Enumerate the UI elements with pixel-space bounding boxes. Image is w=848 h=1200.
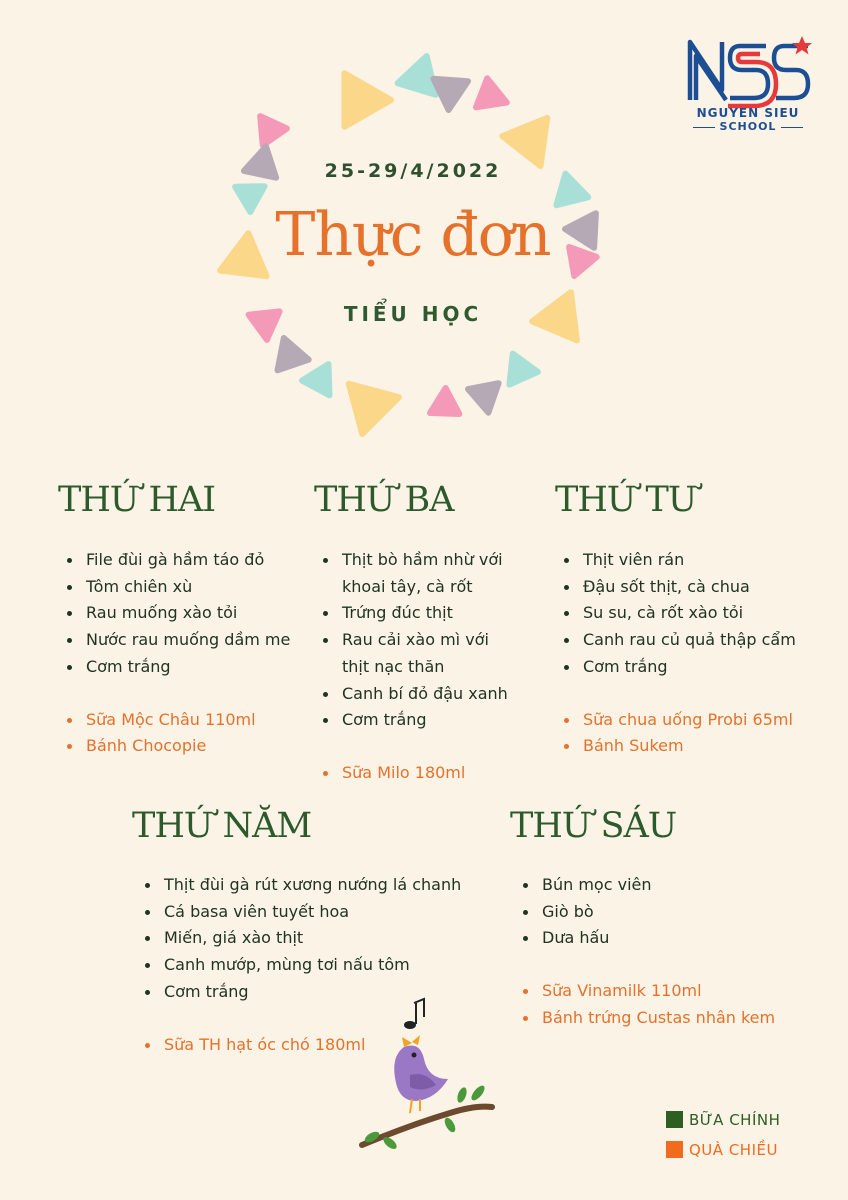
- afternoon-snack-item: Bánh trứng Custas nhân kem: [520, 1005, 820, 1032]
- main-meal-item: File đùi gà hầm táo đỏ: [64, 547, 314, 574]
- legend-main-label: BỮA CHÍNH: [689, 1111, 781, 1129]
- menu-list: [320, 547, 520, 787]
- bunting-triangle: [502, 118, 547, 166]
- legend-afternoon-snack: [666, 1141, 778, 1159]
- bunting-triangle: [349, 384, 399, 434]
- bunting-triangle: [430, 388, 459, 414]
- main-meal-item: Su su, cà rốt xào tỏi: [561, 600, 831, 627]
- main-meal-item: Thịt viên rán: [561, 547, 831, 574]
- afternoon-snack-item: Sữa Vinamilk 110ml: [520, 978, 820, 1005]
- menu-list: [561, 547, 831, 760]
- menu-list: [64, 547, 314, 760]
- main-meal-item: Trứng đúc thịt: [320, 600, 520, 627]
- bunting-triangle: [398, 56, 436, 95]
- main-meal-item: Cơm trắng: [320, 707, 520, 734]
- logo-school-word: SCHOOL: [682, 120, 814, 133]
- bunting-triangle: [302, 364, 330, 395]
- menu-list: [520, 872, 820, 1032]
- day-heading: THỨ BA: [314, 480, 454, 520]
- page-title: Thực đơn: [275, 200, 551, 270]
- afternoon-snack-item: Bánh Sukem: [561, 733, 831, 760]
- day-heading: THỨ SÁU: [510, 806, 677, 846]
- logo-school-name: NGUYEN SIEU: [696, 106, 800, 120]
- main-meal-item: Rau cải xào mì với thịt nạc thăn: [320, 627, 520, 680]
- bunting-triangle: [345, 73, 392, 127]
- main-meal-item: Miến, giá xào thịt: [142, 925, 492, 952]
- day-heading: THỨ HAI: [58, 480, 216, 520]
- main-meal-item: Cơm trắng: [561, 654, 831, 681]
- day-heading: THỨ TƯ: [555, 480, 697, 520]
- main-meal-item: Rau muống xào tỏi: [64, 600, 314, 627]
- bunting-triangle: [509, 354, 538, 385]
- music-note-icon: [404, 999, 424, 1029]
- legend-main-meal: [666, 1111, 780, 1129]
- main-meal-item: Nước rau muống dầm me: [64, 627, 314, 654]
- bunting-triangle: [278, 338, 309, 370]
- main-meal-item: Thịt bò hầm nhừ với khoai tây, cà rốt: [320, 547, 520, 600]
- afternoon-snack-item: Bánh Chocopie: [64, 733, 314, 760]
- main-meal-item: Canh mướp, mùng tơi nấu tôm: [142, 952, 492, 979]
- main-meal-item: Tôm chiên xù: [64, 574, 314, 601]
- bunting-triangle: [468, 383, 499, 413]
- menu-date: 25-29/4/2022: [324, 160, 502, 182]
- main-meal-item: Canh rau củ quả thập cẩm: [561, 627, 831, 654]
- main-meal-item: Bún mọc viên: [520, 872, 820, 899]
- main-meal-item: Giò bò: [520, 899, 820, 926]
- afternoon-snack-item: Sữa Mộc Châu 110ml: [64, 707, 314, 734]
- day-heading: THỨ NĂM: [132, 806, 312, 846]
- afternoon-snack-item: Sữa TH hạt óc chó 180ml: [142, 1032, 492, 1059]
- main-meal-item: Cơm trắng: [142, 979, 492, 1006]
- main-meal-item: Canh bí đỏ đậu xanh: [320, 681, 520, 708]
- bunting-triangle: [260, 116, 287, 145]
- singing-bird-illustration: [350, 995, 510, 1155]
- bunting-triangle: [433, 79, 468, 110]
- main-meal-item: Cơm trắng: [64, 654, 314, 681]
- afternoon-snack-item: Sữa Milo 180ml: [320, 760, 520, 787]
- main-meal-item: Cá basa viên tuyết hoa: [142, 899, 492, 926]
- bunting-triangle: [476, 78, 507, 107]
- main-meal-item: Dưa hấu: [520, 925, 820, 952]
- legend-snack-label: QUÀ CHIỀU: [689, 1141, 778, 1159]
- legend-snack-swatch: [666, 1141, 683, 1158]
- main-meal-item: Thịt đùi gà rút xương nướng lá chanh: [142, 872, 492, 899]
- page-subtitle: TIỂU HỌC: [343, 302, 483, 326]
- afternoon-snack-item: Sữa chua uống Probi 65ml: [561, 707, 831, 734]
- legend-main-swatch: [666, 1111, 683, 1128]
- main-meal-item: Đậu sốt thịt, cà chua: [561, 574, 831, 601]
